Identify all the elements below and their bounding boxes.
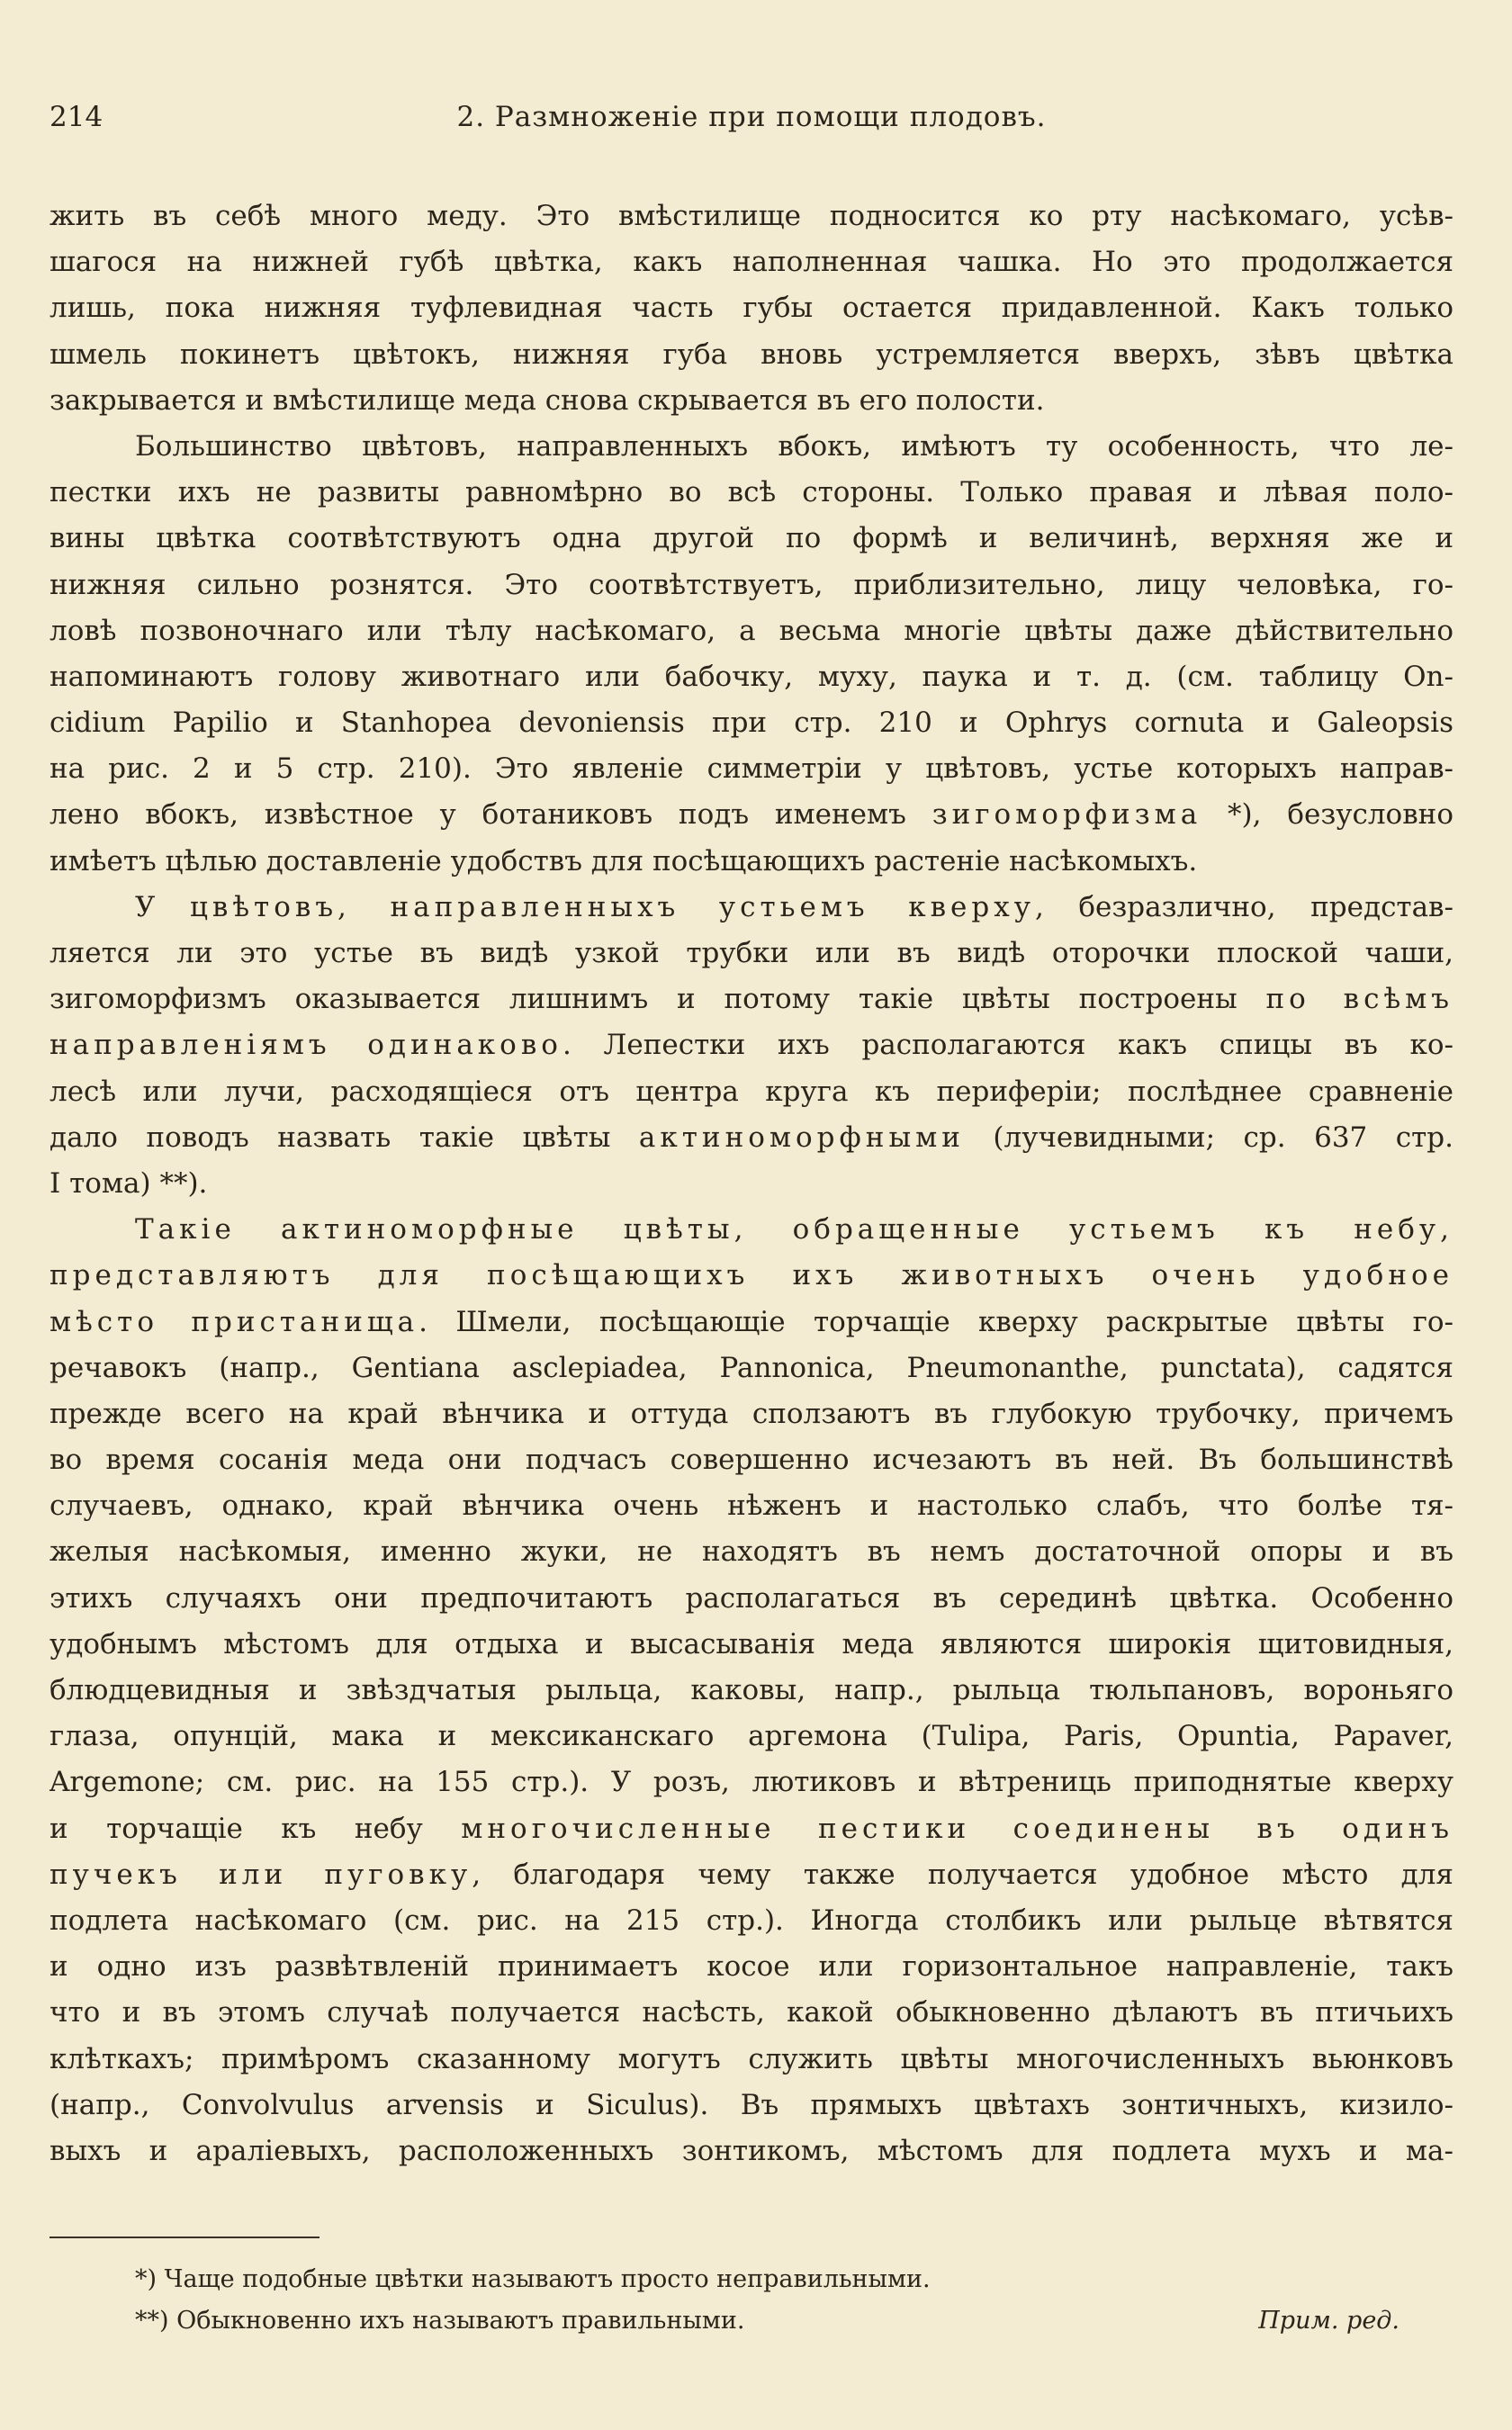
text-line: вины цвѣтка соотвѣтствуютъ одна другой по формѣ и величинѣ, верхняя же и	[50, 522, 1454, 555]
text-line: на рис. 2 и 5 стр. 210). Это явленіе симметріи у цвѣтовъ, устье которыхъ направ-	[50, 752, 1454, 786]
editor-note: Прим. ред.	[1258, 2307, 1400, 2335]
text-line: дало поводъ назвать такіе цвѣты актиноморфными (лучевидными; ср. 637 стр.	[50, 1120, 1454, 1154]
footnote-1: *) Чаще подобные цвѣтки называютъ просто неправильными.	[135, 2265, 931, 2293]
text-line: (напр., Convolvulus arvensis и Siculus). Въ прямыхъ цвѣтахъ зонтичныхъ, кизило-	[50, 2088, 1454, 2121]
page-number: 214	[50, 101, 104, 133]
text-line: выхъ и араліевыхъ, расположенныхъ зонтикомъ, мѣстомъ для подлета мухъ и ма-	[50, 2134, 1454, 2167]
text-line: шагося на нижней губѣ цвѣтка, какъ наполненная чашка. Но это продолжается	[50, 246, 1454, 279]
spaced-term: зигоморфизма	[932, 798, 1202, 832]
footnote-2-text: **) Обыкновенно ихъ называютъ правильными.	[135, 2307, 745, 2335]
text-line: клѣткахъ; примѣромъ сказанному могутъ служить цвѣты многочисленныхъ вьюнковъ	[50, 2042, 1454, 2075]
footnote-divider	[50, 2236, 320, 2238]
text-line: Такіе актиноморфные цвѣты, обращенные устьемъ къ небу,	[135, 1213, 1454, 1246]
text-line: лишь, пока нижняя туфлевидная часть губы остается придавленной. Какъ только	[50, 292, 1454, 325]
text-line: направленіямъ одинаково. Лепестки ихъ располагаются какъ спицы въ ко-	[50, 1029, 1454, 1062]
spaced-term: актиноморфными	[638, 1120, 965, 1154]
text-line: Большинство цвѣтовъ, направленныхъ вбокъ, имѣютъ ту особенность, что ле-	[135, 429, 1454, 463]
text-line: жить въ себѣ много меду. Это вмѣстилище подносится ко рту насѣкомаго, усѣв-	[50, 200, 1454, 232]
text-line: имѣетъ цѣлью доставленіе удобствъ для посѣщающихъ растеніе насѣкомыхъ.	[50, 844, 1198, 878]
spaced-term: цвѣтовъ, направленныхъ устьемъ кверху	[189, 890, 1035, 923]
spaced-term: многочисленные пестики соединены въ одинъ	[461, 1812, 1454, 1845]
text-line: подлета насѣкомаго (см. рис. на 215 стр.). Иногда столбикъ или рыльце вѣтвятся	[50, 1904, 1454, 1937]
text-line: закрывается и вмѣстилище меда снова скрывается въ его полости.	[50, 383, 1045, 417]
text-line: во время сосанія меда они подчасъ совершенно исчезаютъ въ ней. Въ большинствѣ	[50, 1444, 1454, 1477]
text-line: лесѣ или лучи, расходящіеся отъ центра круга къ периферіи; послѣднее сравненіе	[50, 1075, 1454, 1108]
text-line: прежде всего на край вѣнчика и оттуда сползаютъ въ глубокую трубочку, причемъ	[50, 1397, 1454, 1430]
footnote-2	[50, 2300, 1454, 2342]
text-line: и торчащіе къ небу многочисленные пестики соединены въ одинъ	[50, 1812, 1454, 1845]
text-line: что и въ этомъ случаѣ получается насѣсть, какой обыкновенно дѣлаютъ въ птичьихъ	[50, 1996, 1454, 2030]
text-line: мѣсто пристанища. Шмели, посѣщающіе торчащіе кверху раскрытые цвѣты го-	[50, 1305, 1454, 1338]
text-line: речавокъ (напр., Gentiana asclepiadea, Pannonica, Pneumonanthe, punctata), садятся	[50, 1351, 1454, 1384]
running-head: 2. Размноженіе при помощи плодовъ.	[456, 101, 1047, 133]
text-line: лено вбокъ, извѣстное у ботаниковъ подъ именемъ зигоморфизма *), безусловно	[50, 798, 1454, 832]
text-line: Argemone; см. рис. на 155 стр.). У розъ, лютиковъ и вѣтрениць приподнятые кверху	[50, 1766, 1454, 1799]
text-line: желыя насѣкомыя, именно жуки, не находятъ въ немъ достаточной опоры и въ	[50, 1535, 1454, 1569]
text-line: этихъ случаяхъ они предпочитаютъ располагаться въ серединѣ цвѣтка. Особенно	[50, 1581, 1454, 1615]
text-line: шмель покинетъ цвѣтокъ, нижняя губа вновь устремляется вверхъ, зѣвъ цвѣтка	[50, 338, 1454, 371]
text-line: глаза, опунцій, мака и мексиканскаго аргемона (Tulipa, Paris, Opuntia, Papaver,	[50, 1720, 1454, 1753]
text-line: напоминаютъ голову животнаго или бабочку, муху, паука и т. д. (см. таблицу Оn-	[50, 660, 1454, 693]
footnotes	[50, 2259, 1454, 2342]
spaced-term: пучекъ или пуговку	[50, 1858, 472, 1891]
text-line: I тома) **).	[50, 1166, 208, 1200]
text-line: блюдцевидныя и звѣздчатыя рыльца, каковы, напр., рыльца тюльпановъ, вороньяго	[50, 1674, 1454, 1706]
text-line: нижняя сильно рознятся. Это соотвѣтствуетъ, приблизительно, лицу человѣка, го-	[50, 568, 1454, 601]
spaced-term: направленіямъ одинаково	[50, 1029, 562, 1062]
page-header	[50, 101, 1454, 137]
book-page	[50, 0, 1454, 2430]
text-line: зигоморфизмъ оказывается лишнимъ и потому такіе цвѣты построены по всѣмъ	[50, 983, 1454, 1016]
text-line: случаевъ, однако, край вѣнчика очень нѣженъ и настолько слабъ, что болѣе тя-	[50, 1490, 1454, 1523]
spaced-term: по всѣмъ	[1265, 983, 1454, 1016]
body-text	[50, 194, 1454, 2174]
spaced-term: мѣсто пристанища	[50, 1305, 419, 1338]
text-line: пестки ихъ не развиты равномѣрно во всѣ стороны. Только правая и лѣвая поло-	[50, 476, 1454, 509]
text-line: cidium Papilio и Stanhopea devoniensis при стр. 210 и Ophrys cornuta и Galeopsis	[50, 706, 1454, 740]
text-line: представляютъ для посѣщающихъ ихъ животныхъ очень удобное	[50, 1259, 1454, 1292]
text-line: удобнымъ мѣстомъ для отдыха и высасыванія меда являются широкія щитовидныя,	[50, 1627, 1454, 1660]
text-line: и одно изъ развѣтвленій принимаетъ косое или горизонтальное направленіе, такъ	[50, 1950, 1454, 1984]
text-line: ляется ли это устье въ видѣ узкой трубки или въ видѣ оторочки плоской чаши,	[50, 937, 1454, 969]
text-line: У цвѣтовъ, направленныхъ устьемъ кверху, безразлично, представ-	[135, 890, 1454, 923]
text-line: пучекъ или пуговку, благодаря чему также получается удобное мѣсто для	[50, 1858, 1454, 1891]
text-line: ловѣ позвоночнаго или тѣлу насѣкомаго, а весьма многіе цвѣты даже дѣйствительно	[50, 614, 1454, 647]
